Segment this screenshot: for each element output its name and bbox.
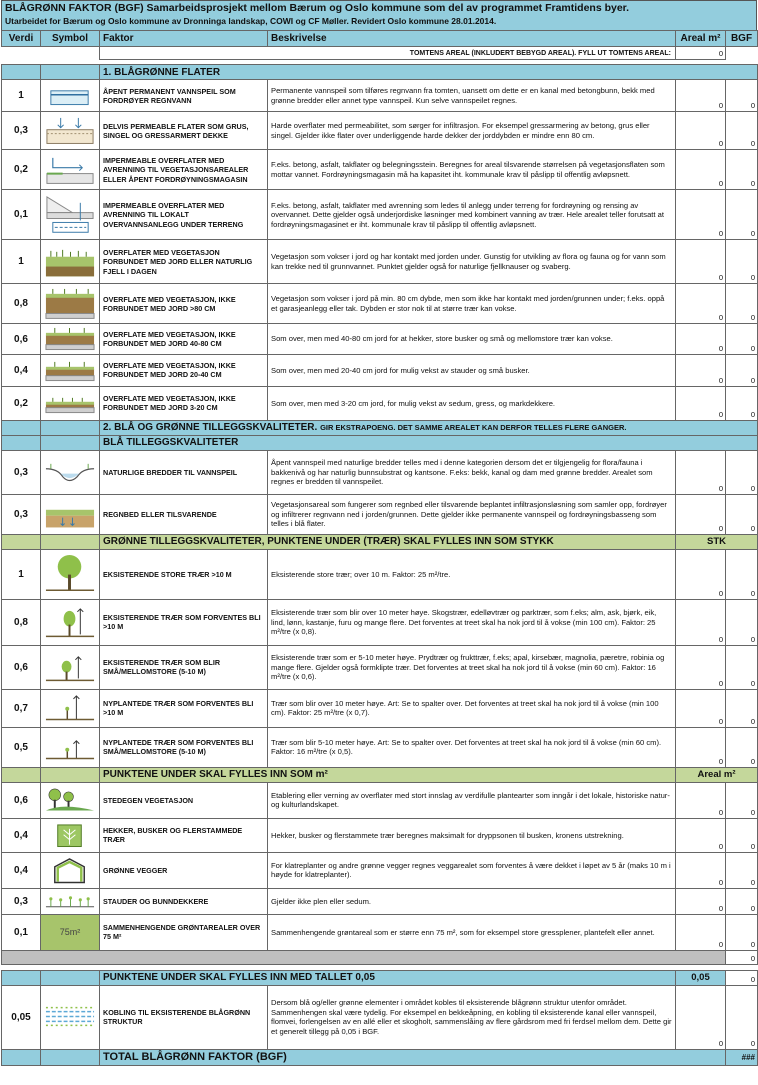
table-row: [2, 599, 758, 645]
areal-input[interactable]: 0: [676, 150, 726, 190]
row-verdi: 0,3: [2, 888, 41, 914]
perennials-icon: [41, 888, 100, 914]
bla-header: [2, 435, 758, 450]
section2-note: GIR EKSTRAPOENG. DET SAMME AREALET KAN DERFOR TELLES FLERE GANGER.: [320, 423, 627, 433]
row-verdi: 0,3: [2, 112, 41, 150]
row-beskrivelse: Eksisterende store trær; over 10 m. Faktor: 25 m²/tre.: [268, 549, 676, 599]
row-verdi: 0,8: [2, 599, 41, 645]
large-tree-icon: [41, 549, 100, 599]
new-tree-large-icon: [41, 689, 100, 727]
row-verdi: 0,6: [2, 782, 41, 818]
row-verdi: 0,2: [2, 386, 41, 420]
row-faktor: EKSISTERENDE TRÆR SOM BLIR SMÅ/MELLOMSTORE (5-10 M): [100, 645, 268, 689]
row-faktor: OVERFLATE MED VEGETASJON, IKKE FORBUNDET MED JORD 20-40 CM: [100, 354, 268, 386]
areal-input[interactable]: 0: [676, 818, 726, 852]
bgf-value: 0: [726, 112, 758, 150]
gronne-m2-unit: Areal m²: [676, 767, 758, 782]
table-row: [2, 240, 758, 284]
native-vegetation-icon: [41, 782, 100, 818]
row-verdi: 0,6: [2, 645, 41, 689]
row-faktor: SAMMENHENGENDE GRØNTAREALER OVER 75 M²: [100, 914, 268, 950]
bgf-value: 0: [726, 914, 758, 950]
column-header-row: [2, 31, 758, 47]
row-verdi: 0,2: [2, 150, 41, 190]
vegetation-3-20cm-icon: [41, 386, 100, 420]
row-faktor: STEDEGEN VEGETASJON: [100, 782, 268, 818]
table-row: [2, 80, 758, 112]
tomtens-areal-input[interactable]: 0: [676, 47, 726, 60]
stk-input[interactable]: 0: [676, 689, 726, 727]
row-beskrivelse: Sammenhengende grøntareal som er større enn 75 m², som for eksempel store gressplener, plantefelt eller annet.: [268, 914, 676, 950]
vegetation-80cm-icon: [41, 284, 100, 324]
row-beskrivelse: Som over, men med 3-20 cm jord, for mulig vekst av sedum, gress, og markdekkere.: [268, 386, 676, 420]
stk-input[interactable]: 0: [676, 549, 726, 599]
table-row: [2, 782, 758, 818]
gronne-stk-unit: STK: [676, 534, 758, 549]
new-tree-small-icon: [41, 727, 100, 767]
row-faktor: HEKKER, BUSKER OG FLERSTAMMEDE TRÆR: [100, 818, 268, 852]
table-row: [2, 450, 758, 494]
row-beskrivelse: Vegetasjonsareal som fungerer som regnbed eller tilsvarende beplantet infiltrasjonsløsning som samler opp, fordrøyer og infiltrerer regnvann ned i jorden/grunnen. Dette gjelder ikke permanente vannspeil og fordrøyningsbasseng som telles i blå flater.: [268, 494, 676, 534]
bgf-value: 0: [726, 494, 758, 534]
table-row: [2, 549, 758, 599]
row-beskrivelse: Harde overflater med permeabilitet, som sørger for infiltrasjon. For eksempel gressarmering av betong, grus eller singel. Gjelder ikke flater over underliggende harde dekker der jorddybden er mindre enn 80 cm.: [268, 112, 676, 150]
table-row: [2, 914, 758, 950]
bgf-value: 0: [726, 818, 758, 852]
sheet-subtitle: Utarbeidet for Bærum og Oslo kommune av Dronninga landskap, COWI og CF Møller. Revidert Oslo kommune 28.01.2014.: [5, 16, 497, 26]
row-faktor: REGNBED ELLER TILSVARENDE: [100, 494, 268, 534]
row-beskrivelse: For klatreplanter og andre grønne vegger regnes veggarealet som forventes å være dekket i løpet av 5 år (maks 10 m i høyde for klatreplanter).: [268, 852, 676, 888]
bgf-value: 0: [726, 599, 758, 645]
green-area-label: 75m²: [59, 927, 81, 938]
table-row: [2, 354, 758, 386]
row-faktor: NYPLANTEDE TRÆR SOM FORVENTES BLI SMÅ/MELLOMSTORE (5-10 M): [100, 727, 268, 767]
table-row: [2, 985, 758, 1049]
row-beskrivelse: Som over, men med 20-40 cm jord for mulig vekst av stauder og små busker.: [268, 354, 676, 386]
row-verdi: 1: [2, 80, 41, 112]
section2-title: [100, 420, 758, 435]
gronne-sum-value: 0: [726, 950, 758, 964]
table-row: [2, 727, 758, 767]
row-verdi: 0,4: [2, 852, 41, 888]
gronne-m2-header: [2, 767, 758, 782]
bgf-sheet: [1, 0, 757, 1066]
total-row: [2, 1049, 758, 1065]
row-beskrivelse: Permanente vannspeil som tilføres regnvann fra tomten, uansett om dette er en kanal med betongbunn, bekk med grønne bredder eller annet type vannspeil. Kun selve vannspeilet regnes.: [268, 80, 676, 112]
areal-input[interactable]: 0: [676, 888, 726, 914]
row-verdi: 0,4: [2, 354, 41, 386]
row-verdi: 1: [2, 549, 41, 599]
table-row: [2, 888, 758, 914]
bgf-value: 0: [726, 727, 758, 767]
row-faktor: OVERFLATE MED VEGETASJON, IKKE FORBUNDET MED JORD >80 CM: [100, 284, 268, 324]
areal-input[interactable]: 0: [676, 985, 726, 1049]
row-faktor: OVERFLATE MED VEGETASJON, IKKE FORBUNDET MED JORD 3-20 CM: [100, 386, 268, 420]
row-faktor: OVERFLATER MED VEGETASJON FORBUNDET MED JORD ELLER NATURLIG FJELL I DAGEN: [100, 240, 268, 284]
tomtens-areal-label: TOMTENS AREAL (INKLUDERT BEBYGD AREAL). FYLL UT TOMTENS AREAL:: [100, 47, 676, 60]
bgf-table: [1, 30, 758, 1066]
gronne-stk-title: GRØNNE TILLEGGSKVALITETER, PUNKTENE UNDER (TRÆR) SKAL FYLLES INN SOM STYKK: [100, 534, 676, 549]
section2-header: [2, 420, 758, 435]
areal-input[interactable]: 0: [676, 450, 726, 494]
table-row: [2, 324, 758, 354]
bgf-value: 0: [726, 284, 758, 324]
row-beskrivelse: Vegetasjon som vokser i jord på min. 80 cm dybde, men som ikke har kontakt med jorden/grunnen under; f.eks. oppå et garasjeanlegg eller tak. Dybden er stor nok til at større trær kan vokse.: [268, 284, 676, 324]
table-row: [2, 386, 758, 420]
table-row: [2, 818, 758, 852]
total-title: TOTAL BLÅGRØNN FAKTOR (BGF): [100, 1049, 726, 1065]
natural-bank-icon: [41, 450, 100, 494]
total-value: ###: [726, 1049, 758, 1065]
row-verdi: 0,3: [2, 450, 41, 494]
table-row: [2, 284, 758, 324]
row-verdi: 1: [2, 240, 41, 284]
hedge-icon: [41, 818, 100, 852]
col-faktor: Faktor: [100, 31, 268, 47]
bgf-value: 0: [726, 354, 758, 386]
table-row: [2, 494, 758, 534]
areal-input[interactable]: 0: [676, 112, 726, 150]
row-beskrivelse: Etablering eller verning av overflater med stort innslag av verdifulle plantearter som inngår i det lokale, historiske natur- og kulturlandskapet.: [268, 782, 676, 818]
tomtens-areal-row: [2, 47, 758, 60]
tallet-title: PUNKTENE UNDER SKAL FYLLES INN MED TALLET 0,05: [100, 970, 676, 985]
row-faktor: STAUDER OG BUNNDEKKERE: [100, 888, 268, 914]
row-verdi: 0,5: [2, 727, 41, 767]
stk-input[interactable]: 0: [676, 599, 726, 645]
row-beskrivelse: F.eks. betong, asfalt, takflater og belegningsstein. Beregnes for areal tilsvarende størrelsen på vegetasjonsflaten som mottar vannet. Fordrøyningsmagasin må ha kapasitet iht. kommunale krav til påslipp til offentlig avløpsnett.: [268, 150, 676, 190]
table-row: [2, 689, 758, 727]
section2-title-text: 2. BLÅ OG GRØNNE TILLEGGSKVALITETER.: [103, 422, 318, 434]
areal-input[interactable]: 0: [676, 852, 726, 888]
runoff-to-vegetation-icon: [41, 150, 100, 190]
bla-title: BLÅ TILLEGGSKVALITETER: [100, 435, 758, 450]
row-verdi: 0,05: [2, 985, 41, 1049]
row-beskrivelse: Dersom blå og/eller grønne elementer i området kobles til eksisterende blågrønn struktur utenfor området. Sammenhengen skal være tydelig. For eksempel en bekkeåpning, en kobling til eksisterende kanal eller vannspeil, flomvei, forlengelsen av en allé eller et skogholt, sammenslåing av flere gårdsrom med fri ferdsel mellom dem. Dette gir et generelt tillegg på 0,05 i BGF.: [268, 985, 676, 1049]
bgf-value: 0: [726, 386, 758, 420]
bgf-value: 0: [726, 324, 758, 354]
gronne-m2-title: PUNKTENE UNDER SKAL FYLLES INN SOM m²: [100, 767, 676, 782]
section1-header: [2, 65, 758, 80]
row-faktor: DELVIS PERMEABLE FLATER SOM GRUS, SINGEL OG GRESSARMERT DEKKE: [100, 112, 268, 150]
row-faktor: IMPERMEABLE OVERFLATER MED AVRENNING TIL LOKALT OVERVANNSANLEGG UNDER TERRENG: [100, 190, 268, 240]
rain-garden-icon: [41, 494, 100, 534]
areal-input[interactable]: 0: [676, 284, 726, 324]
col-areal: Areal m²: [676, 31, 726, 47]
green-wall-icon: [41, 852, 100, 888]
vegetation-20-40cm-icon: [41, 354, 100, 386]
bgf-value: 0: [726, 190, 758, 240]
tallet-bgf: 0: [726, 970, 758, 985]
vegetation-40-80cm-icon: [41, 324, 100, 354]
bgf-value: 0: [726, 80, 758, 112]
vegetation-on-soil-icon: [41, 240, 100, 284]
bgf-value: 0: [726, 549, 758, 599]
table-row: [2, 112, 758, 150]
areal-input[interactable]: 0: [676, 354, 726, 386]
row-faktor: OVERFLATE MED VEGETASJON, IKKE FORBUNDET MED JORD 40-80 CM: [100, 324, 268, 354]
tallet-unit: 0,05: [676, 970, 726, 985]
table-row: [2, 852, 758, 888]
table-row: [2, 190, 758, 240]
areal-input[interactable]: 0: [676, 782, 726, 818]
gronne-stk-header: [2, 534, 758, 549]
row-faktor: EKSISTERENDE STORE TRÆR >10 M: [100, 549, 268, 599]
row-beskrivelse: Eksisterende trær som er 5-10 meter høye. Prydtrær og frukttrær, f.eks; apal, kirsebær, magnolia, pæretre, robinia og mange flere. Gjelder også formklipte trær. Det forventes at treet skal ha nok jord til å vokse (min 60 cm). Faktor: 16 m²/tre (x 0,6).: [268, 645, 676, 689]
row-verdi: 0,7: [2, 689, 41, 727]
row-faktor: NATURLIGE BREDDER TIL VANNSPEIL: [100, 450, 268, 494]
areal-input[interactable]: 0: [676, 240, 726, 284]
gronne-sum-row: [2, 950, 758, 964]
bgf-value: 0: [726, 888, 758, 914]
row-verdi: 0,3: [2, 494, 41, 534]
row-beskrivelse: Eksisterende trær som blir over 10 meter høye. Skogstrær, edelløvtrær og parktrær, som f.eks; alm, ask, bjørk, eik, lind, lønn, kastanje, furu og mange flere. Det forventes at treet skal ha nok jord til å vokse (min 100 cm). Faktor: 25 m²/tre (x 0,8).: [268, 599, 676, 645]
sheet-header: [1, 0, 757, 30]
row-faktor: NYPLANTEDE TRÆR SOM FORVENTES BLI >10 M: [100, 689, 268, 727]
row-verdi: 0,6: [2, 324, 41, 354]
row-faktor: KOBLING TIL EKSISTERENDE BLÅGRØNN STRUKTUR: [100, 985, 268, 1049]
row-beskrivelse: Åpent vannspeil med naturlige bredder telles med i denne kategorien dersom det er tilgjengelig for flora/fauna i bakkenivå og har naturlig bunnsubstrat og kantsone. F.eks: bekk, kanal og dam med grønne bredder. Arealet som regnes er bredden til vannspeilet.: [268, 450, 676, 494]
areal-input[interactable]: 0: [676, 190, 726, 240]
row-verdi: 0,8: [2, 284, 41, 324]
row-beskrivelse: F.eks. betong, asfalt, takflater med avrenning som ledes til anlegg under terreng for fordrøyning og rensing av overvannet. Dette gjelder også underjordiske løsninger med kombinert vanning av trær. Hele arealet teller forutsatt at fordrøyningsmagasinet er iht. kommunale krav til påslipp til offentlig avløpsnett.: [268, 190, 676, 240]
bgf-value: 0: [726, 150, 758, 190]
section1-title: 1. BLÅGRØNNE FLATER: [100, 65, 758, 80]
areal-input[interactable]: 0: [676, 494, 726, 534]
stk-input[interactable]: 0: [676, 727, 726, 767]
bgf-value: 0: [726, 985, 758, 1049]
col-symbol: Symbol: [41, 31, 100, 47]
areal-input[interactable]: 0: [676, 386, 726, 420]
row-faktor: IMPERMEABLE OVERFLATER MED AVRENNING TIL VEGETASJONSAREALER ELLER ÅPENT FORDRØYNINGSMAGASIN: [100, 150, 268, 190]
areal-input[interactable]: 0: [676, 324, 726, 354]
row-beskrivelse: Som over, men med 40-80 cm jord for at hekker, store busker og små og mellomstore trær kan vokse.: [268, 324, 676, 354]
areal-input[interactable]: 0: [676, 80, 726, 112]
small-tree-icon: [41, 645, 100, 689]
underground-runoff-icon: [41, 190, 100, 240]
bgf-value: 0: [726, 645, 758, 689]
row-faktor: ÅPENT PERMANENT VANNSPEIL SOM FORDRØYER REGNVANN: [100, 80, 268, 112]
bgf-value: 0: [726, 689, 758, 727]
connection-icon: [41, 985, 100, 1049]
row-faktor: EKSISTERENDE TRÆR SOM FORVENTES BLI >10 M: [100, 599, 268, 645]
table-row: [2, 645, 758, 689]
row-beskrivelse: Trær som blir over 10 meter høye. Art: Se to spalter over. Det forventes at treet skal ha nok jord til å vokse (min 100 cm). Faktor: 25 m²/tre (x 0,7).: [268, 689, 676, 727]
permeable-surface-icon: [41, 112, 100, 150]
bgf-value: 0: [726, 782, 758, 818]
row-verdi: 0,4: [2, 818, 41, 852]
water-surface-icon: [41, 80, 100, 112]
stk-input[interactable]: 0: [676, 645, 726, 689]
table-row: [2, 150, 758, 190]
row-verdi: 0,1: [2, 914, 41, 950]
col-beskrivelse: Beskrivelse: [268, 31, 676, 47]
tree-growing-icon: [41, 599, 100, 645]
bgf-value: 0: [726, 852, 758, 888]
row-faktor: GRØNNE VEGGER: [100, 852, 268, 888]
col-bgf: BGF: [726, 31, 758, 47]
areal-input[interactable]: 0: [676, 914, 726, 950]
bgf-value: 0: [726, 450, 758, 494]
tallet-header: [2, 970, 758, 985]
bgf-value: 0: [726, 240, 758, 284]
sheet-title: BLÅGRØNN FAKTOR (BGF) Samarbeidsprosjekt mellom Bærum og Oslo kommune som del av programmet Framtidens byer.: [5, 2, 630, 14]
row-beskrivelse: Gjelder ikke plen eller sedum.: [268, 888, 676, 914]
row-beskrivelse: Trær som blir 5-10 meter høye. Art: Se to spalter over. Det forventes at treet skal ha nok jord til å vokse (min 60 cm). Faktor: 16 m²/tre (x 0,5).: [268, 727, 676, 767]
col-verdi: Verdi: [2, 31, 41, 47]
row-verdi: 0,1: [2, 190, 41, 240]
green-area-icon: [41, 914, 100, 950]
row-beskrivelse: Hekker, busker og flerstammete trær beregnes maksimalt for dryppsonen til busken, kronens utstrekning.: [268, 818, 676, 852]
row-beskrivelse: Vegetasjon som vokser i jord og har kontakt med jorden under. Gunstig for utvikling av flora og fauna og for vann som kan trekke ned til grunnvannet. Punktet gjelder også for naturlige fjellknauser og svaberg.: [268, 240, 676, 284]
